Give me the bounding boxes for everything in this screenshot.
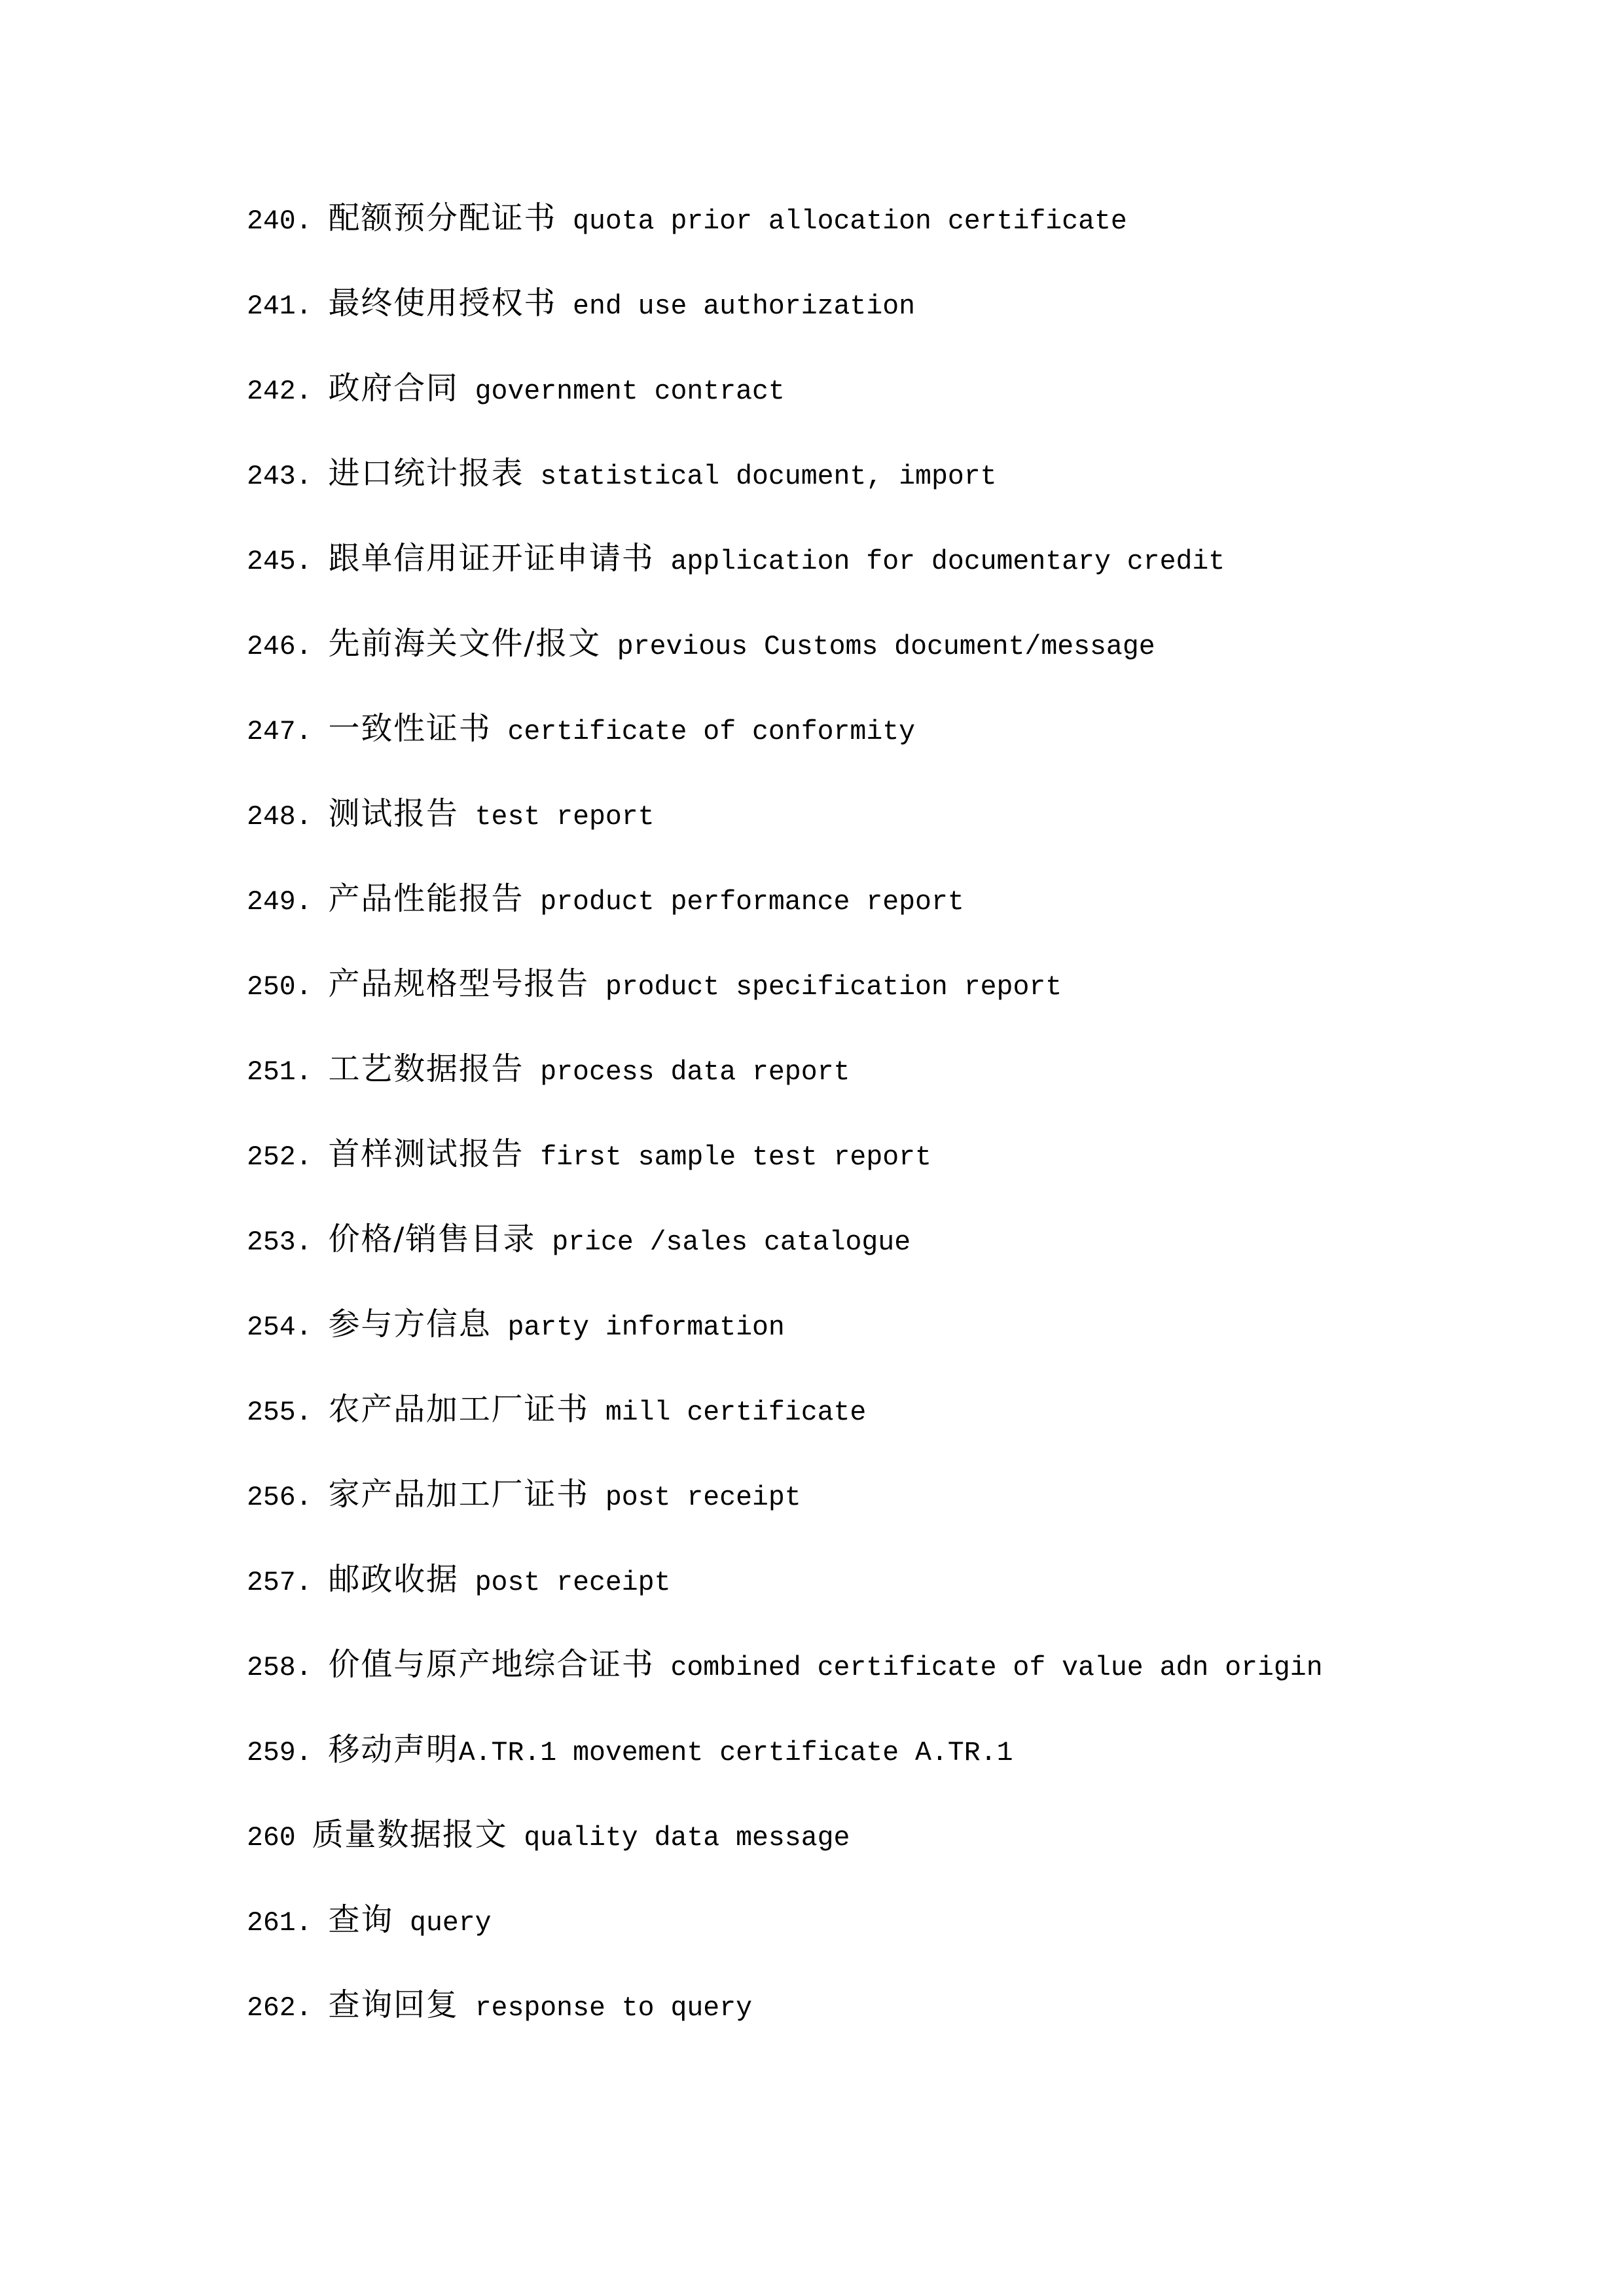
entry-english-term: A.TR.1 movement certificate A.TR.1 (458, 1738, 1013, 1768)
glossary-entry-251 (247, 1026, 1323, 1111)
entry-number: 259. (247, 1738, 329, 1768)
entry-english-term: end use authorization (556, 291, 916, 322)
glossary-entry-259 (247, 1707, 1323, 1792)
entry-english-term: process data report (524, 1057, 850, 1088)
entry-english-term: test report (458, 802, 655, 833)
entry-number: 252. (247, 1142, 329, 1173)
entry-number: 243. (247, 461, 329, 492)
entry-english-term: combined certificate of value adn origin (654, 1653, 1323, 1683)
glossary-entry-243 (247, 431, 1323, 516)
entry-number: 247. (247, 717, 329, 747)
glossary-entry-253 (247, 1196, 1323, 1282)
glossary-entry-242 (247, 346, 1323, 431)
entry-number: 245. (247, 547, 329, 577)
entry-chinese-term: 进口统计报表 (328, 455, 524, 492)
entry-english-term: response to query (458, 1993, 753, 2024)
entry-chinese-term: 参与方信息 (328, 1306, 492, 1342)
entry-chinese-term: 先前海关文件/报文 (328, 625, 601, 662)
entry-english-term: query (393, 1908, 492, 1939)
glossary-entry-241 (247, 260, 1323, 346)
entry-english-term: previous Customs document/message (600, 632, 1155, 662)
entry-english-term: first sample test report (524, 1142, 931, 1173)
entry-chinese-term: 政府合同 (328, 370, 459, 406)
glossary-entry-246 (247, 601, 1323, 686)
entry-english-term: statistical document, import (524, 461, 997, 492)
glossary-entry-245 (247, 516, 1323, 601)
entry-chinese-term: 质量数据报文 (312, 1816, 508, 1853)
entry-english-term: post receipt (458, 1568, 671, 1598)
entry-chinese-term: 查询 (328, 1901, 394, 1938)
entry-chinese-term: 一致性证书 (328, 710, 492, 747)
entry-chinese-term: 价值与原产地综合证书 (328, 1646, 655, 1683)
entry-number: 262. (247, 1993, 329, 2024)
glossary-entry-260 (247, 1792, 1323, 1877)
entry-chinese-term: 移动声明 (328, 1731, 459, 1768)
glossary-entry-256 (247, 1452, 1323, 1537)
entry-number: 240. (247, 206, 329, 237)
entry-number: 246. (247, 632, 329, 662)
glossary-entry-247 (247, 686, 1323, 771)
entry-chinese-term: 最终使用授权书 (328, 285, 557, 321)
entry-number: 261. (247, 1908, 329, 1939)
glossary-entry-261 (247, 1877, 1323, 1962)
entry-english-term: application for documentary credit (654, 547, 1225, 577)
entry-english-term: party information (491, 1312, 785, 1343)
glossary-entry-240 (247, 175, 1323, 260)
entry-number: 260 (247, 1823, 312, 1854)
entry-number: 256. (247, 1482, 329, 1513)
glossary-entry-248 (247, 771, 1323, 856)
entry-number: 254. (247, 1312, 329, 1343)
glossary-entry-255 (247, 1367, 1323, 1452)
entry-english-term: product performance report (524, 887, 964, 918)
entry-number: 248. (247, 802, 329, 833)
entry-number: 250. (247, 972, 329, 1003)
entry-number: 255. (247, 1397, 329, 1428)
entry-english-term: certificate of conformity (491, 717, 916, 747)
entry-chinese-term: 跟单信用证开证申请书 (328, 540, 655, 577)
entry-chinese-term: 农产品加工厂证书 (328, 1391, 589, 1427)
entry-chinese-term: 家产品加工厂证书 (328, 1476, 589, 1513)
glossary-entry-262 (247, 1962, 1323, 2047)
entry-number: 242. (247, 376, 329, 407)
entry-english-term: quota prior allocation certificate (556, 206, 1127, 237)
entry-number: 249. (247, 887, 329, 918)
entry-chinese-term: 工艺数据报告 (328, 1050, 524, 1087)
glossary-entry-250 (247, 941, 1323, 1026)
entry-english-term: price /sales catalogue (535, 1227, 911, 1258)
entry-chinese-term: 首样测试报告 (328, 1136, 524, 1172)
glossary-entry-258 (247, 1622, 1323, 1707)
entry-chinese-term: 产品规格型号报告 (328, 965, 589, 1002)
entry-chinese-term: 查询回复 (328, 1986, 459, 2023)
entry-english-term: post receipt (588, 1482, 801, 1513)
entry-number: 257. (247, 1568, 329, 1598)
glossary-list (247, 175, 1323, 2047)
glossary-entry-257 (247, 1537, 1323, 1622)
entry-chinese-term: 产品性能报告 (328, 880, 524, 917)
entry-english-term: quality data message (507, 1823, 850, 1854)
entry-number: 251. (247, 1057, 329, 1088)
entry-chinese-term: 邮政收据 (328, 1561, 459, 1598)
glossary-entry-254 (247, 1282, 1323, 1367)
glossary-entry-249 (247, 856, 1323, 941)
entry-chinese-term: 配额预分配证书 (328, 200, 557, 236)
entry-number: 241. (247, 291, 329, 322)
glossary-entry-252 (247, 1111, 1323, 1196)
entry-english-term: government contract (458, 376, 785, 407)
entry-english-term: product specification report (588, 972, 1062, 1003)
entry-chinese-term: 测试报告 (328, 795, 459, 832)
entry-english-term: mill certificate (588, 1397, 867, 1428)
entry-chinese-term: 价格/销售目录 (328, 1221, 536, 1257)
entry-number: 253. (247, 1227, 329, 1258)
entry-number: 258. (247, 1653, 329, 1683)
